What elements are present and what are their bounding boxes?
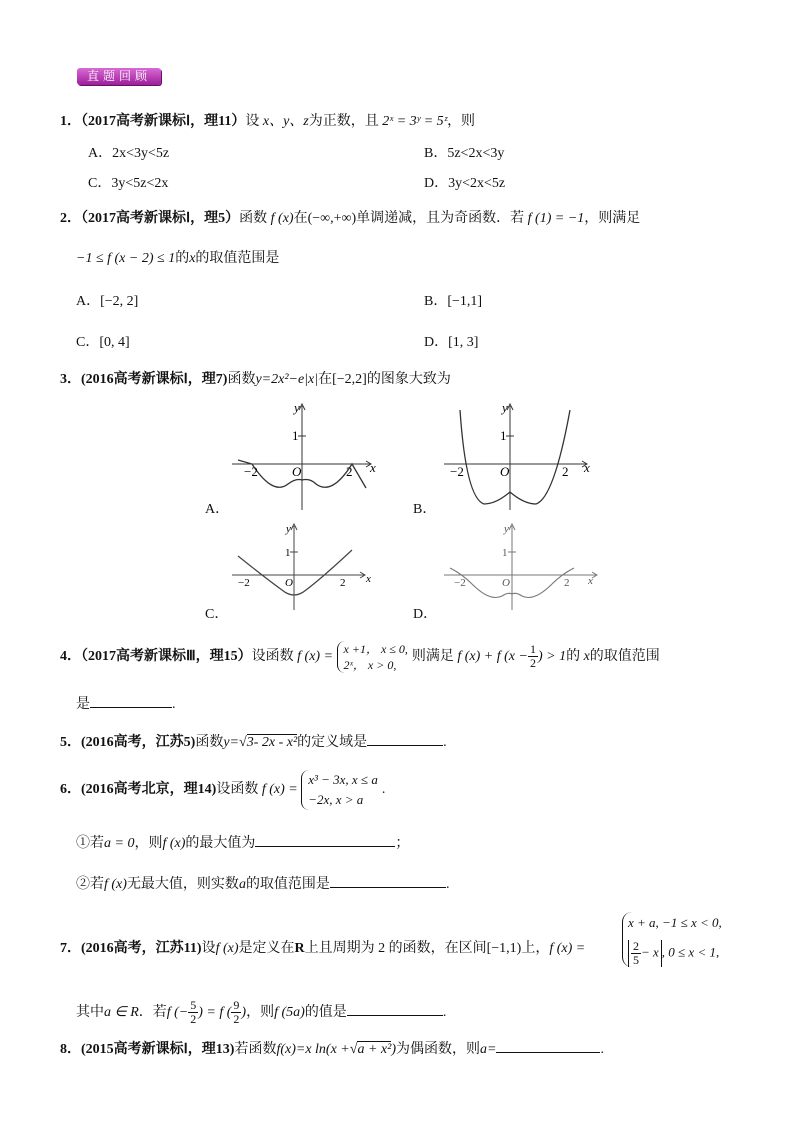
q6-sub2-fx: f (x) bbox=[104, 877, 127, 892]
q7-line2-mid: ) = f ( bbox=[198, 1005, 232, 1020]
q4-x: x bbox=[583, 649, 590, 664]
graph-b-tick-2: 2 bbox=[562, 464, 569, 479]
q4-frac-den: 2 bbox=[529, 656, 536, 671]
graph-a-x-label: x bbox=[370, 460, 376, 475]
q8-func-end: ) bbox=[391, 1042, 396, 1057]
q1-number: 1． bbox=[60, 114, 81, 129]
graph-b-tick-1: 1 bbox=[500, 428, 507, 443]
graph-b-tick-neg2: −2 bbox=[450, 464, 464, 479]
q4-fx: f (x) = bbox=[297, 649, 334, 664]
q4-piecewise bbox=[337, 641, 412, 673]
q7-frac2-num: 9 bbox=[233, 998, 240, 1013]
q6-sub2-a: ②若 bbox=[76, 877, 104, 892]
graph-b-origin: O bbox=[500, 464, 510, 479]
q6-source: (2016高考北京，理14) bbox=[81, 782, 217, 798]
graph-d-origin: O bbox=[502, 577, 510, 589]
q4-case-1: x +1， x ≤ 0, bbox=[343, 641, 408, 656]
q7-case2-c: , 0 ≤ x < 1, bbox=[661, 944, 720, 960]
q7-stem-d: 上， bbox=[521, 941, 550, 956]
q7-interval: [−1,1) bbox=[486, 941, 522, 956]
graph-d bbox=[440, 520, 600, 612]
q6-sub1-a: ①若 bbox=[76, 836, 104, 851]
question-2 bbox=[60, 209, 640, 229]
q5-sqrt-icon: √ bbox=[239, 735, 247, 750]
q5-answer-blank[interactable] bbox=[367, 731, 443, 746]
section-badge: 直题回顾 bbox=[77, 68, 161, 85]
q2-stem-b: 在 bbox=[293, 211, 308, 226]
q1-option-a-label: A． bbox=[88, 146, 113, 161]
q4-stem-d: 的取值范围 bbox=[589, 649, 660, 664]
q6-sub2-c: 的取值范围是 bbox=[245, 877, 330, 892]
q7-line-2 bbox=[76, 998, 446, 1028]
q6-sub2-b: 无最大值，则实数 bbox=[126, 877, 239, 892]
q4-end: . bbox=[172, 697, 176, 712]
q7-frac1-num: 5 bbox=[190, 998, 197, 1013]
q3-option-a[interactable]: A． bbox=[205, 502, 230, 517]
q6-stem-a: 设函数 bbox=[216, 782, 259, 798]
q7-piecewise bbox=[622, 912, 778, 967]
q7-end: . bbox=[442, 1005, 447, 1020]
q8-sqrt-icon: √ bbox=[349, 1042, 358, 1057]
q8-stem-b: 为偶函数，则 bbox=[395, 1042, 480, 1057]
q8-stem-a: 若函数 bbox=[234, 1042, 277, 1057]
q1-source: （2017高考新课标Ⅰ，理11） bbox=[81, 114, 246, 129]
q5-stem-b: 的定义域是 bbox=[297, 735, 368, 750]
q4-ineq-b: ) > 1 bbox=[537, 649, 567, 664]
question-5 bbox=[60, 731, 447, 753]
q8-number: 8． bbox=[60, 1042, 81, 1057]
q8-source: (2015高考新课标Ⅰ，理13) bbox=[81, 1042, 235, 1057]
q6-end: . bbox=[381, 782, 386, 798]
graph-c-y-label: y bbox=[286, 523, 291, 535]
q3-number: 3． bbox=[60, 372, 81, 387]
q3-stem-b: 在[−2,2]的图象大致为 bbox=[318, 372, 451, 387]
q8-end: . bbox=[600, 1042, 604, 1057]
graph-c-origin: O bbox=[285, 577, 293, 589]
q2-option-c-label: C． bbox=[76, 335, 100, 350]
graph-b-x-label: x bbox=[584, 460, 590, 475]
q7-number: 7． bbox=[60, 941, 81, 956]
q2-line-2 bbox=[76, 249, 279, 269]
q1-option-d-text: 3y<2x<5z bbox=[448, 176, 506, 191]
graph-d-y-label: y bbox=[504, 523, 509, 535]
q1-stem-c: ，则 bbox=[447, 114, 476, 129]
q7-line2-f5a: f (5a) bbox=[274, 1005, 305, 1020]
q7-stem-c: 上且周期为 2 的函数，在区间 bbox=[304, 941, 487, 956]
q2-option-d[interactable] bbox=[424, 334, 478, 352]
q5-end: . bbox=[443, 735, 447, 750]
q6-sub1-end: ； bbox=[395, 836, 410, 851]
q1-vars: x、y、z bbox=[262, 114, 309, 129]
q7-line2-e: 的值是 bbox=[304, 1005, 347, 1020]
q8-func: x ln(x + bbox=[305, 1042, 350, 1057]
question-8 bbox=[60, 1038, 604, 1060]
q4-case-2: 2ˣ， x > 0, bbox=[343, 657, 397, 672]
q1-equation: 2ˣ = 3ʸ = 5ᶻ bbox=[382, 114, 448, 129]
q7-fx2: f (x) = bbox=[549, 941, 586, 956]
q6-piecewise bbox=[301, 770, 382, 810]
graph-c bbox=[228, 520, 378, 612]
q2-option-a-text: [−2, 2] bbox=[100, 294, 139, 309]
q1-option-c-label: C． bbox=[88, 176, 112, 191]
q1-stem-b: 为正数，且 bbox=[308, 114, 379, 129]
q7-real-set: R bbox=[294, 941, 305, 956]
graph-d-x-label: x bbox=[588, 575, 593, 587]
q7-line2-a: 其中 bbox=[76, 1005, 104, 1020]
q6-sub2-var: a bbox=[238, 877, 246, 892]
q4-ineq-a: f (x) + f (x − bbox=[457, 649, 528, 664]
q3-source: (2016高考新课标Ⅰ，理7) bbox=[81, 372, 228, 387]
graph-b-y-label: y bbox=[502, 400, 508, 415]
q4-frac-num: 1 bbox=[529, 642, 536, 657]
q6-case-1: x³ − 3x, x ≤ a bbox=[308, 772, 378, 787]
q3-option-b[interactable]: B． bbox=[413, 502, 437, 517]
q1-option-b[interactable] bbox=[424, 145, 504, 163]
question-3 bbox=[60, 370, 451, 390]
graph-d-tick-2: 2 bbox=[564, 577, 570, 589]
q6-fx: f (x) = bbox=[261, 782, 298, 798]
q8-radical: a + x² bbox=[357, 1042, 392, 1057]
q4-stem-b: 则满足 bbox=[411, 649, 454, 664]
q4-line-2 bbox=[76, 693, 176, 715]
q1-option-c-text: 3y<5z<2x bbox=[111, 176, 169, 191]
q6-sub1-c: 的最大值为 bbox=[185, 836, 256, 851]
graph-c-tick-2: 2 bbox=[340, 577, 346, 589]
graph-a-tick-1: 1 bbox=[292, 428, 299, 443]
graph-a bbox=[228, 400, 378, 512]
q4-answer-blank[interactable] bbox=[90, 693, 172, 708]
q6-case-2: −2x, x > a bbox=[308, 792, 364, 807]
q1-option-a-text: 2x<3y<5z bbox=[112, 146, 170, 161]
question-7 bbox=[60, 939, 585, 959]
q2-option-a-label: A． bbox=[76, 294, 101, 309]
q3-option-c[interactable]: C． bbox=[205, 607, 229, 622]
q4-fraction bbox=[528, 643, 538, 670]
q1-stem-a: 设 bbox=[245, 114, 260, 129]
q6-sub1-b: ，则 bbox=[134, 836, 163, 851]
q2-option-c-text: [0, 4] bbox=[99, 335, 130, 350]
graph-a-origin: O bbox=[292, 464, 302, 479]
q6-sub1-answer-blank[interactable] bbox=[255, 832, 395, 847]
q2-option-b-text: [−1,1] bbox=[447, 294, 483, 309]
q1-option-a[interactable] bbox=[88, 145, 169, 163]
q7-case-1: x + a, −1 ≤ x < 0, bbox=[628, 915, 722, 930]
q8-fx: f(x)= bbox=[276, 1042, 306, 1057]
q6-number: 6． bbox=[60, 782, 81, 798]
q7-stem-b: 是定义在 bbox=[238, 941, 295, 956]
q7-case2-num: 2 bbox=[633, 939, 639, 953]
q3-stem-a: 函数 bbox=[227, 372, 256, 387]
q2-number: 2． bbox=[60, 211, 81, 226]
q1-option-d-label: D． bbox=[424, 176, 449, 191]
q6-sub-2 bbox=[76, 873, 449, 895]
q1-option-d[interactable] bbox=[424, 175, 505, 193]
q5-func: y= bbox=[223, 735, 239, 750]
q2-option-d-label: D． bbox=[424, 335, 449, 350]
q4-stem-c: 的 bbox=[566, 649, 581, 664]
q5-radical: 3- 2x - x² bbox=[246, 735, 298, 750]
graph-c-tick-1: 1 bbox=[285, 547, 291, 559]
q2-condition: f (1) = −1 bbox=[527, 211, 585, 226]
q6-sub1-cond: a = 0 bbox=[104, 836, 135, 851]
q2-inequality: −1 ≤ f (x − 2) ≤ 1 bbox=[76, 251, 176, 266]
q8-a-eq: a= bbox=[479, 1042, 497, 1057]
q7-case-2 bbox=[628, 940, 778, 967]
q2-interval: (−∞,+∞) bbox=[307, 211, 357, 226]
graph-a-tick-neg2: −2 bbox=[244, 464, 258, 479]
q8-answer-blank[interactable] bbox=[496, 1038, 600, 1053]
q7-case2-den: 5 bbox=[633, 953, 639, 967]
q7-fx: f (x) bbox=[215, 941, 239, 956]
question-4 bbox=[60, 640, 660, 674]
q7-line2-b: ．若 bbox=[138, 1005, 167, 1020]
q7-line2-f1: f (− bbox=[166, 1005, 189, 1020]
q5-stem-a: 函数 bbox=[195, 735, 224, 750]
q2-stem-d: ，则满足 bbox=[584, 211, 641, 226]
q7-frac1-den: 2 bbox=[190, 1012, 197, 1027]
q7-frac2-den: 2 bbox=[233, 1012, 240, 1027]
q5-number: 5． bbox=[60, 735, 81, 750]
q2-x: x bbox=[189, 251, 196, 266]
q2-option-b[interactable] bbox=[424, 293, 482, 311]
q4-line2-text: 是 bbox=[76, 697, 90, 712]
graph-a-tick-2: 2 bbox=[346, 464, 353, 479]
q6-sub-1 bbox=[76, 832, 409, 854]
q7-line2-cond: a ∈ R bbox=[104, 1005, 139, 1020]
q3-option-d[interactable]: D． bbox=[413, 607, 438, 622]
q4-source: （2017高考新课标Ⅲ，理15） bbox=[81, 649, 252, 664]
q2-option-a[interactable] bbox=[76, 293, 138, 311]
q4-number: 4． bbox=[60, 649, 81, 664]
q1-option-b-text: 5z<2x<3y bbox=[447, 146, 505, 161]
q2-option-c[interactable] bbox=[76, 334, 130, 352]
graph-c-x-label: x bbox=[366, 573, 371, 585]
q5-source: (2016高考，江苏5) bbox=[81, 735, 196, 750]
question-6 bbox=[60, 770, 385, 810]
q7-line2-d: ，则 bbox=[246, 1005, 275, 1020]
q2-stem-a: 函数 bbox=[239, 211, 268, 226]
q1-option-b-label: B． bbox=[424, 146, 448, 161]
q2-line2-a: 的 bbox=[175, 251, 190, 266]
graph-b bbox=[440, 400, 590, 512]
q7-source: (2016高考，江苏11) bbox=[81, 941, 202, 956]
q7-case2-b: − x bbox=[641, 944, 659, 960]
graph-a-y-label: y bbox=[294, 400, 300, 415]
q2-source: （2017高考新课标Ⅰ，理5） bbox=[81, 211, 240, 226]
graph-d-tick-neg2: −2 bbox=[454, 577, 466, 589]
q2-stem-c: 单调递减，且为奇函数．若 bbox=[356, 211, 525, 226]
q1-option-c[interactable] bbox=[88, 175, 168, 193]
q7-stem-a: 设 bbox=[201, 941, 216, 956]
q6-sub1-fx: f (x) bbox=[162, 836, 186, 851]
q6-sub2-end: . bbox=[445, 877, 450, 892]
q2-fx: f (x) bbox=[270, 211, 294, 226]
q7-answer-blank[interactable] bbox=[347, 1001, 443, 1016]
q6-sub2-answer-blank[interactable] bbox=[330, 873, 446, 888]
graph-d-tick-1: 1 bbox=[502, 547, 508, 559]
q2-option-d-text: [1, 3] bbox=[448, 335, 479, 350]
q2-option-b-label: B． bbox=[424, 294, 448, 309]
q2-line2-b: 的取值范围是 bbox=[195, 251, 280, 266]
q3-function: y=2x²−e|x| bbox=[255, 372, 319, 387]
question-1 bbox=[60, 112, 475, 132]
graph-c-tick-neg2: −2 bbox=[238, 577, 250, 589]
q4-stem-a: 设函数 bbox=[251, 649, 294, 664]
q7-line2-c: ) bbox=[241, 1005, 247, 1020]
